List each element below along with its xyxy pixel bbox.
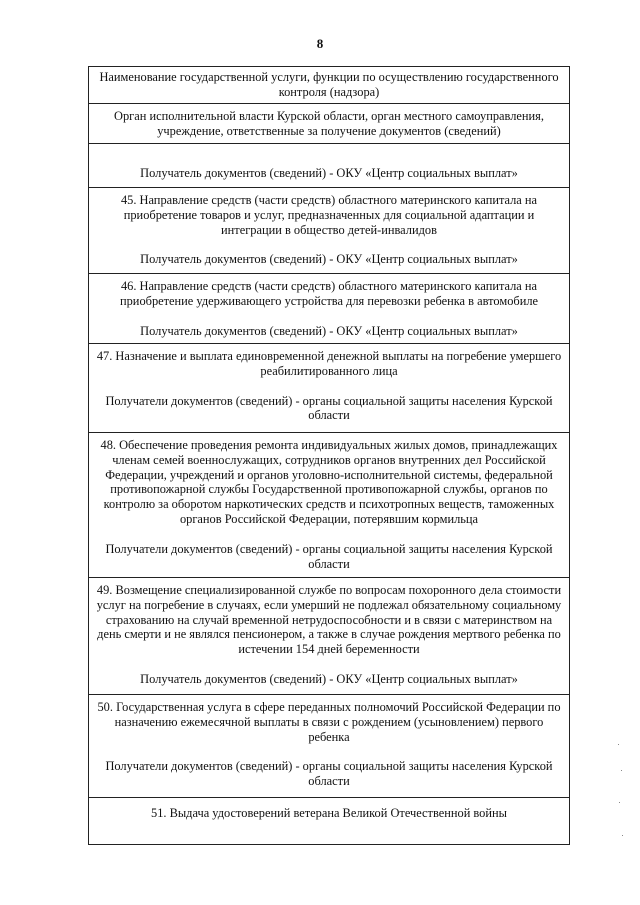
service-title: 49. Возмещение специализированной службе по вопросам похоронного дела стоимости услуг на погребение в случаях, если умерший не подлежал обязательному социальному страхованию на случай временной нетрудоспособности и в связи с материнством на день смерти и не являлся пенсионером, а также в случае рождения мертвого ребенка по истечении 154 дней беременности xyxy=(96,583,562,657)
service-title: 51. Выдача удостоверений ветерана Великой Отечественной войны xyxy=(151,806,507,820)
service-title: 46. Направление средств (части средств) областного материнского капитала на приобретение удерживающего устройства для перевозки ребенка в автомобиле xyxy=(119,279,539,308)
recipient-text: Получатель документов (сведений) - ОКУ «Центр социальных выплат» xyxy=(140,252,518,267)
table-organ-row xyxy=(89,104,569,144)
recipient-text: Получатель документов (сведений) - ОКУ «Центр социальных выплат» xyxy=(140,671,518,686)
service-title: 50. Государственная услуга в сфере переданных полномочий Российской Федерации по назначению ежемесячной выплаты в связи с рождением (усыновлением) первого ребенка xyxy=(97,700,561,744)
service-title: 48. Обеспечение проведения ремонта индивидуальных жилых домов, принадлежащих членам семей военнослужащих, сотрудников органов внутренних дел Российской Федерации, учреждений и органов уголовно-исполнительной системы, федеральной противопожарной службы Государственной противопожарной службы, органов по контролю за оборотом наркотических средств и психотропных веществ, таможенных органов Российской Федерации, потерявшим кормильца xyxy=(100,438,558,526)
scan-noise xyxy=(616,740,626,860)
table-row-service-51 xyxy=(89,798,569,844)
table-row-service-47 xyxy=(89,344,569,433)
recipient-text: Получатели документов (сведений) - органы социальной защиты населения Курской области xyxy=(105,759,553,789)
service-title: 47. Назначение и выплата единовременной денежной выплаты на погребение умершего реабилитированного лица xyxy=(96,349,562,378)
header-title: Наименование государственной услуги, функции по осуществлению государственного контроля (надзора) xyxy=(99,70,559,99)
table-row-service-49 xyxy=(89,578,569,695)
services-table xyxy=(88,66,570,845)
table-row-service-48 xyxy=(89,433,569,578)
page-number: 8 xyxy=(316,36,324,51)
recipient-text: Получатель документов (сведений) - ОКУ «Центр социальных выплат» xyxy=(140,166,518,181)
table-row-service-50 xyxy=(89,695,569,798)
header-organ: Орган исполнительной власти Курской области, орган местного самоуправления, учреждение, ответственные за получение документов (сведений) xyxy=(114,108,544,138)
recipient-text: Получатели документов (сведений) - органы социальной защиты населения Курской области xyxy=(105,541,553,571)
table-row-service-45 xyxy=(89,188,569,274)
table-header-row xyxy=(89,67,569,104)
table-row-service-46 xyxy=(89,274,569,344)
table-row-recipient xyxy=(89,144,569,188)
recipient-text: Получатель документов (сведений) - ОКУ «Центр социальных выплат» xyxy=(140,323,518,338)
service-title: 45. Направление средств (части средств) областного материнского капитала на приобретение товаров и услуг, предназначенных для социальной адаптации и интеграции в общество детей-инвалидов xyxy=(120,193,538,237)
recipient-text: Получатели документов (сведений) - органы социальной защиты населения Курской области xyxy=(105,393,553,423)
